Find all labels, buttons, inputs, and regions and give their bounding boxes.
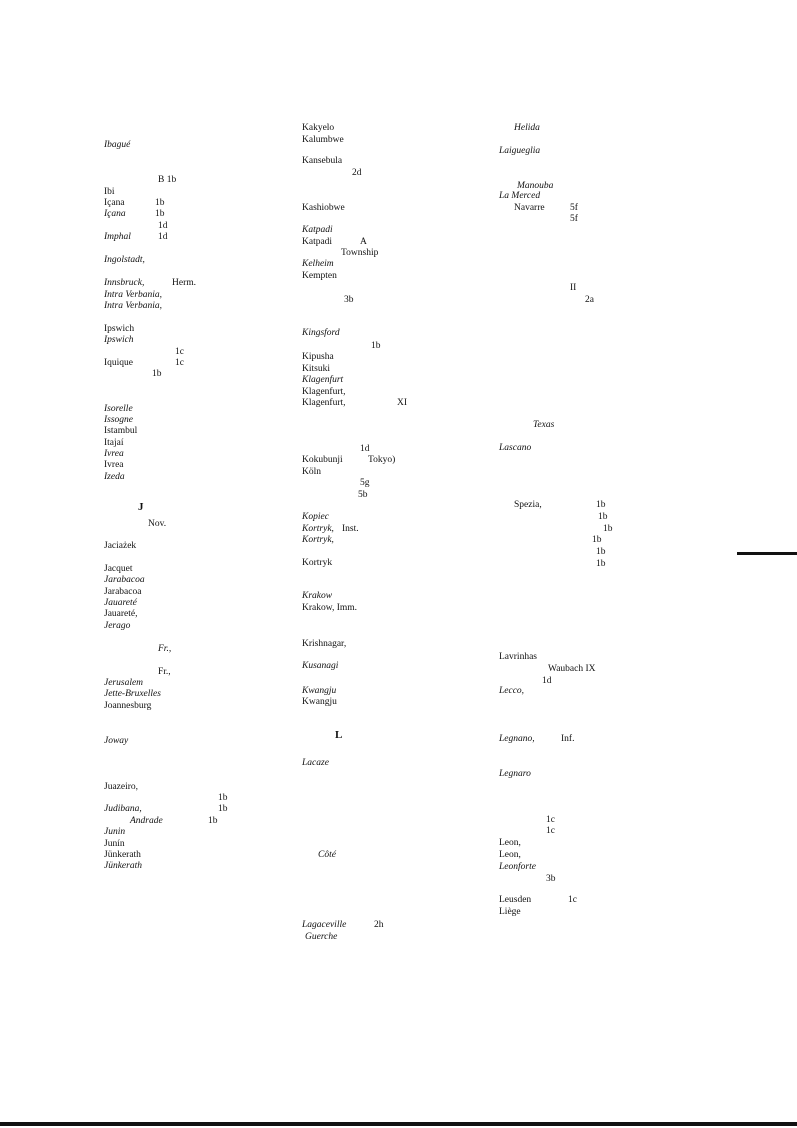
right-entry: Texas xyxy=(533,420,555,430)
middle-entry: Kortryk, xyxy=(302,524,334,534)
middle-entry: A xyxy=(360,237,367,247)
right-entry: 5f xyxy=(570,214,578,224)
left-entry: Isorelle xyxy=(104,404,133,414)
right-entry: Helida xyxy=(514,123,540,133)
left-entry: 1b xyxy=(218,793,228,803)
left-entry: Içana xyxy=(104,209,126,219)
left-entry: Fr., xyxy=(158,667,171,677)
left-entry: Ipswich xyxy=(104,335,134,345)
left-entry: Innsbruck, xyxy=(104,278,145,288)
right-entry: Lavrinhas xyxy=(499,652,537,662)
middle-entry: Tokyo) xyxy=(368,455,396,465)
right-entry: 1b xyxy=(592,535,602,545)
right-entry: Lecco, xyxy=(499,686,525,696)
middle-entry: Inst. xyxy=(342,524,359,534)
left-entry: 1d xyxy=(158,232,168,242)
middle-entry: L xyxy=(335,729,343,741)
middle-entry: Klagenfurt xyxy=(302,375,344,385)
right-entry: 1c xyxy=(568,895,577,905)
middle-entry: Lagaceville xyxy=(302,920,347,930)
middle-entry: Kusanagi xyxy=(302,661,339,671)
middle-entry: Kortryk, xyxy=(302,535,334,545)
middle-entry: Klagenfurt, xyxy=(302,387,346,397)
middle-entry: Kortryk xyxy=(302,558,333,568)
middle-entry: Krakow xyxy=(302,591,333,601)
middle-entry: Lacaze xyxy=(302,758,329,768)
left-entry: Jette-Bruxelles xyxy=(104,689,161,699)
left-entry: Itajaí xyxy=(104,438,124,448)
left-entry: Junin xyxy=(104,827,126,837)
left-entry: Jarabacoa xyxy=(104,575,145,585)
middle-entry: 2d xyxy=(352,168,362,178)
middle-entry: Township xyxy=(341,248,379,258)
right-entry: Waubach IX xyxy=(548,664,596,674)
left-entry: Jerusalem xyxy=(104,678,144,688)
middle-entry: 5b xyxy=(358,490,368,500)
left-entry: 1b xyxy=(152,369,162,379)
right-entry: 1c xyxy=(546,826,555,836)
bottom-rule xyxy=(0,1122,797,1126)
middle-entry: Kopiec xyxy=(302,512,329,522)
middle-entry: XI xyxy=(397,398,408,408)
left-entry: Judibana, xyxy=(104,804,142,814)
middle-entry: Kalumbwe xyxy=(302,135,344,145)
left-entry: Ivrea xyxy=(104,460,124,470)
middle-entry: Kipusha xyxy=(302,352,334,362)
left-entry: Juazeiro, xyxy=(104,782,139,792)
left-entry: Ivrea xyxy=(104,449,124,459)
left-entry: 1c xyxy=(175,347,184,357)
right-entry: Lascano xyxy=(499,443,532,453)
middle-entry: Kashiobwe xyxy=(302,203,345,213)
right-entry: 1b xyxy=(603,524,613,534)
middle-entry: Kingsford xyxy=(302,328,340,338)
middle-entry: Kansebula xyxy=(302,156,343,166)
left-entry: Intra Verbania, xyxy=(104,301,163,311)
middle-entry: Kakyelo xyxy=(302,123,335,133)
left-entry: Ingolstadt, xyxy=(104,255,145,265)
right-entry: 5f xyxy=(570,203,578,213)
middle-entry: 5g xyxy=(360,478,370,488)
middle-entry: 3b xyxy=(344,295,354,305)
left-entry: Jauareté xyxy=(104,598,137,608)
middle-entry: Guerche xyxy=(305,932,338,942)
middle-entry: Katpadi xyxy=(302,225,333,235)
left-entry: 1d xyxy=(158,221,168,231)
left-entry: Ibi xyxy=(104,187,115,197)
left-entry: Jünkerath xyxy=(104,850,141,860)
left-entry: 1b xyxy=(155,198,165,208)
left-entry: Jerago xyxy=(104,621,131,631)
left-entry: Junín xyxy=(104,839,125,849)
middle-entry: Kokubunji xyxy=(302,455,343,465)
right-entry: Laigueglia xyxy=(499,146,541,156)
right-entry: Legnaro xyxy=(499,769,531,779)
left-entry: Iquique xyxy=(104,358,134,368)
left-entry: Joannesburg xyxy=(104,701,152,711)
right-entry: Manouba xyxy=(517,181,554,191)
left-entry: Jacquet xyxy=(104,564,133,574)
middle-entry: Köln xyxy=(302,467,321,477)
left-entry: Istambul xyxy=(104,426,138,436)
right-entry: Navarre xyxy=(514,203,545,213)
left-entry: B 1b xyxy=(158,175,177,185)
left-entry: Imphal xyxy=(104,232,131,242)
middle-entry: Kempten xyxy=(302,271,337,281)
right-entry: Leon, xyxy=(499,838,521,848)
left-entry: Izeda xyxy=(104,472,125,482)
left-entry: Jaciażek xyxy=(104,541,137,551)
left-entry: Issogne xyxy=(104,415,134,425)
left-entry: Jarabacoa xyxy=(104,587,142,597)
right-entry: 2a xyxy=(585,295,594,305)
left-entry: Ibagué xyxy=(104,140,131,150)
left-entry: Intra Verbania, xyxy=(104,290,163,300)
right-entry: 1b xyxy=(596,559,606,569)
right-entry: Leon, xyxy=(499,850,521,860)
middle-entry: Kwangju xyxy=(302,686,337,696)
right-entry: Inf. xyxy=(561,734,575,744)
left-entry: Ipswich xyxy=(104,324,135,334)
right-entry: 1d xyxy=(542,676,552,686)
right-entry: 1c xyxy=(546,815,555,825)
right-entry: Liège xyxy=(499,907,521,917)
left-entry: Joway xyxy=(104,736,129,746)
left-entry: 1c xyxy=(175,358,184,368)
middle-entry: Kelheim xyxy=(302,259,334,269)
right-entry: La Merced xyxy=(499,191,541,201)
middle-entry: Klagenfurt, xyxy=(302,398,346,408)
right-entry: Leonforte xyxy=(499,862,536,872)
right-entry: Spezia, xyxy=(514,500,542,510)
middle-entry: Kitsuki xyxy=(302,364,330,374)
right-entry: 1b xyxy=(596,547,606,557)
left-entry: J xyxy=(138,501,144,513)
left-entry: 1b xyxy=(155,209,165,219)
left-entry: 1b xyxy=(218,804,228,814)
middle-entry: Katpadi xyxy=(302,237,333,247)
middle-entry: 1b xyxy=(371,341,381,351)
left-entry: Fr., xyxy=(158,644,172,654)
left-entry: Jauareté, xyxy=(104,609,138,619)
right-entry: 1b xyxy=(598,512,608,522)
right-entry: Legnano, xyxy=(499,734,535,744)
middle-entry: 1d xyxy=(360,444,370,454)
right-entry: 3b xyxy=(546,874,556,884)
left-entry: Jünkerath xyxy=(104,861,142,871)
middle-entry: Krakow, Imm. xyxy=(302,603,358,613)
left-entry: Nov. xyxy=(148,519,167,529)
middle-entry: 2h xyxy=(374,920,384,930)
left-entry: Andrade xyxy=(130,816,163,826)
right-entry: II xyxy=(570,283,577,293)
middle-entry: Krishnagar, xyxy=(302,639,347,649)
middle-entry: Côté xyxy=(318,850,336,860)
left-entry: Içana xyxy=(104,198,125,208)
right-entry: 1b xyxy=(596,500,606,510)
middle-entry: Kwangju xyxy=(302,697,337,707)
right-margin-rule xyxy=(737,552,797,555)
left-entry: Herm. xyxy=(172,278,197,288)
left-entry: 1b xyxy=(208,816,218,826)
right-entry: Leusden xyxy=(499,895,532,905)
